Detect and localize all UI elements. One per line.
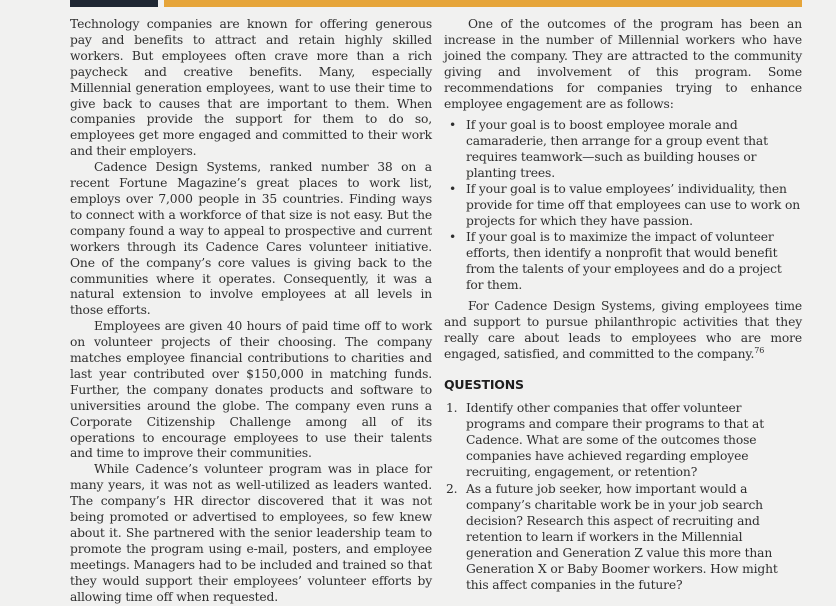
paragraph-closing <box>444 299 802 363</box>
paragraph-program-promotion: While Cadence’s volunteer program was in place for many years, it was not as well-utilized as leaders wanted. The company’s HR director discovered that it was not being promoted or advertised to employees, so few knew about it. She partnered with the senior leadership team to promote the program using e-mail, posters, and employee meetings. Managers had to be included and trained so that they would support their employees’ volunteer efforts by allowing time off when requested. <box>70 462 432 604</box>
question-number: 1. <box>446 400 458 415</box>
question-item <box>444 401 802 481</box>
question-text: Identify other companies that offer volunteer programs and compare their programs to that at Cadence. What are some of the outcomes those companies have achieved regarding employee recruiting, engagement, or retention? <box>466 400 765 479</box>
questions-heading: QUESTIONS <box>444 377 524 393</box>
header-accent-bar <box>164 0 802 7</box>
footnote-marker: 76 <box>754 346 765 356</box>
bullet-icon: • <box>449 229 457 244</box>
list-item <box>444 118 802 182</box>
question-text: As a future job seeker, how important would a company’s charitable work be in your job search decision? Research this aspect of recruiting and retention to learn if workers in the Millennial generation and Generation Z value this more than Generation X or Baby Boomer workers. How might this affect companies in the future? <box>466 482 778 592</box>
right-column <box>444 17 802 596</box>
list-item <box>444 230 802 294</box>
closing-text: For Cadence Design Systems, giving employees time and support to pursue philanthropic activities that they really care about leads to employees who are more engaged, satisfied, and committed to the company. <box>444 299 802 362</box>
header-dark-bar <box>70 0 158 7</box>
questions-list <box>444 401 802 594</box>
paragraph-intro: Technology companies are known for offering generous pay and benefits to attract and retain highly skilled workers. But employees often crave more than a rich paycheck and creative benefits. Many, especially Millennial generation employees, want to use their time to give back to causes that are important to them. When companies provide the support for them to do so, employees get more engaged and committed to their work and their employers. <box>70 17 432 159</box>
bullet-icon: • <box>449 118 457 133</box>
paragraph-cadence-overview: Cadence Design Systems, ranked number 38 on a recent Fortune Magazine’s great places to work list, employs over 7,000 people in 35 countries. Finding ways to connect with a workforce of that size is not easy. But the company found a way to appeal to prospective and current workers through its Cadence Cares volunteer initiative. One of the company’s core values is giving back to the communities where it operates. Consequently, it was a natural extension to involve employees at all levels in those efforts. <box>70 160 432 318</box>
list-item <box>444 182 802 230</box>
question-number: 2. <box>446 482 458 497</box>
question-item <box>444 482 802 593</box>
recommendations-list <box>444 118 802 293</box>
left-column <box>70 17 432 606</box>
list-item-text: If your goal is to maximize the impact of volunteer efforts, then identify a nonprofit that would benefit from the talents of your employees and do a project for them. <box>466 229 782 292</box>
paragraph-paid-time-off: Employees are given 40 hours of paid time off to work on volunteer projects of their choosing. The company matches employee financial contributions to charities and last year contributed over $150,000 in matching funds. Further, the company donates products and software to universities around the globe. The company even runs a Corporate Citizenship Challenge among all of its operations to encourage employees to use their talents and time to improve their communities. <box>70 319 432 461</box>
bullet-icon: • <box>449 182 457 197</box>
paragraph-outcomes: One of the outcomes of the program has been an increase in the number of Millennial workers who have joined the company. They are attracted to the community giving and involvement of this program. Some recommendations for companies trying to enhance employee engagement are as follows: <box>444 17 802 111</box>
list-item-text: If your goal is to boost employee morale and camaraderie, then arrange for a group event that requires teamwork—such as building houses or planting trees. <box>466 118 768 181</box>
list-item-text: If your goal is to value employees’ individuality, then provide for time off that employees can use to work on projects for which they have passion. <box>466 182 800 228</box>
